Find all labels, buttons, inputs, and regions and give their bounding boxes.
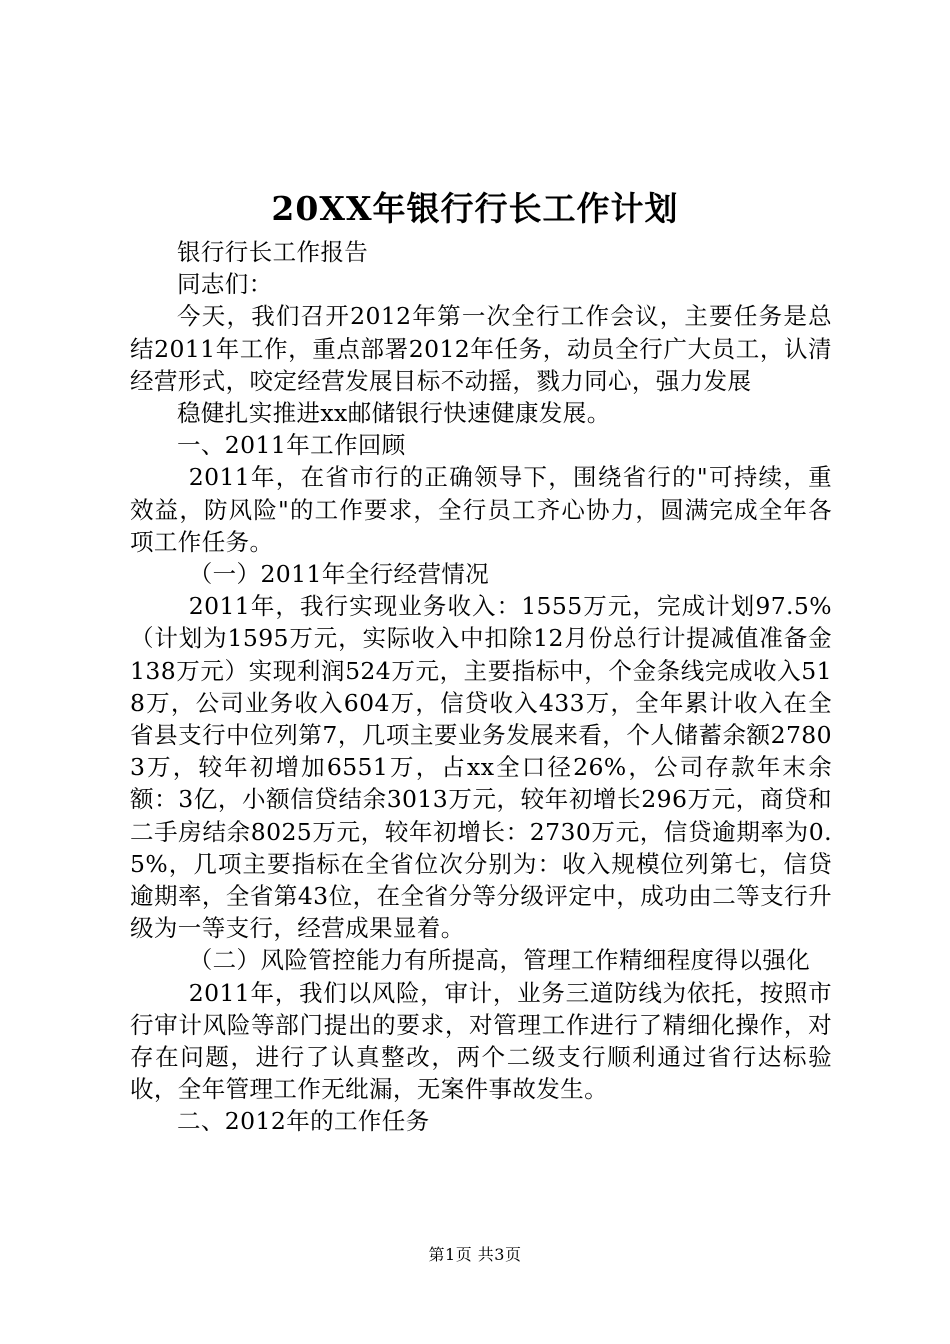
paragraph-intro: 今天，我们召开2012年第一次全行工作会议，主要任务是总结2011年工作，重点部署2012年任务，动员全行广大员工，认清经营形式，咬定经营发展目标不动摇，戮力同心，强力发展 [130,302,832,395]
paragraph-intro-continued: 稳健扎实推进xx邮储银行快速健康发展。 [177,399,611,428]
paragraph-operations: 2011年，我行实现业务收入：1555万元，完成计划97.5%（计划为1595万元，实际收入中扣除12月份总行计提减值准备金138万元）实现利润524万元，主要指标中，个金条线完成收入518万，公司业务收入604万，信贷收入433万，全年累计收入在全省县支行中位列第7，几项主要业务发展来看，个人储蓄余额27803万，较年初增加6551万，占xx全口径26%，公司存款年末余额：3亿，小额信贷结余3013万元，较年初增长296万元，商贷和二手房结余8025万元，较年初增长：2730万元，信贷逾期率为0.5%，几项主要指标在全省位次分别为：收入规模位列第七，信贷逾期率，全省第43位，在全省分等分级评定中，成功由二等支行升级为一等支行，经营成果显着。 [130,592,832,943]
paragraph-salutation: 同志们： [177,270,273,299]
subsection-heading-risk: （二）风险管控能力有所提高，管理工作精细程度得以强化 [188,946,811,975]
page-number: 第1页 共3页 [428,1245,522,1264]
paragraph-risk: 2011年，我们以风险，审计，业务三道防线为依托，按照市行审计风险等部门提出的要求，对管理工作进行了精细化操作，对存在问题，进行了认真整改，两个二级支行顺利通过省行达标验收，全年管理工作无纰漏，无案件事故发生。 [130,978,832,1104]
document-body [130,236,832,1138]
section-heading-tasks: 二、2012年的工作任务 [177,1107,430,1136]
paragraph-report-heading: 银行行长工作报告 [177,238,369,266]
paragraph-review: 2011年，在省市行的正确领导下，围绕省行的"可持续，重效益，防风险"的工作要求，全行员工齐心协力，圆满完成全年各项工作任务。 [130,463,832,556]
section-heading-review: 一、2011年工作回顾 [177,431,406,460]
subsection-heading-operations: （一）2011年全行经营情况 [188,560,490,589]
document-title: 20XX年银行行长工作计划 [271,189,679,228]
